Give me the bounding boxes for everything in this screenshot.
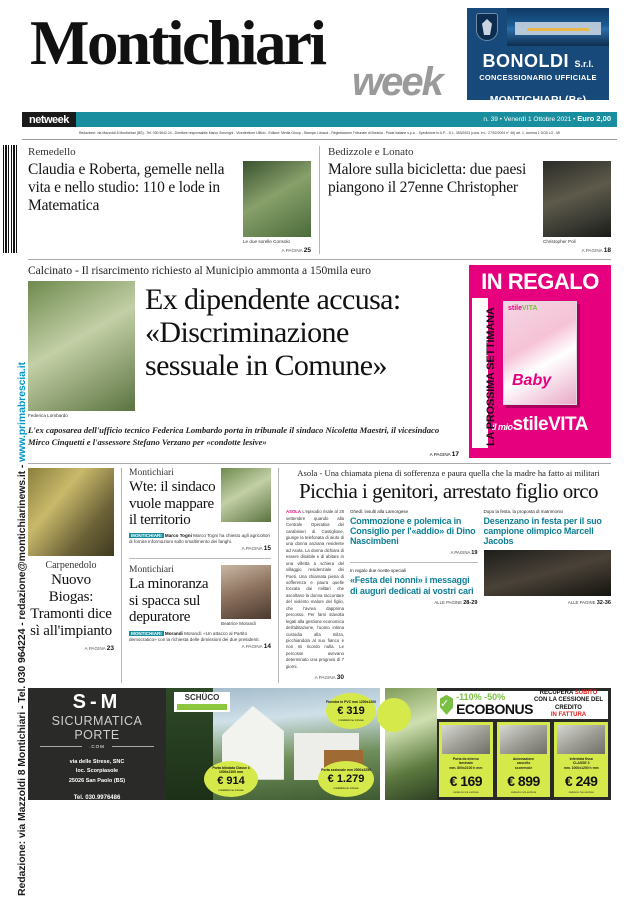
- product-note: cadauno iva esclusa: [568, 789, 594, 794]
- teaser-remedello[interactable]: [28, 146, 311, 254]
- wte-kicker: Montichiari: [129, 468, 174, 479]
- teaser-page-ref[interactable]: [582, 247, 611, 254]
- address-line-3: 25026 San Paolo (BS): [68, 777, 126, 784]
- product-card[interactable]: [554, 722, 608, 797]
- claim-highlight: SUBITO: [574, 689, 598, 696]
- product-label: [557, 757, 605, 771]
- check-shield-icon: [440, 695, 453, 715]
- editorial-contact-text: Redazione: via Mazzoldi 8 Montichiari - Tel. 030 964224 - redazione@montichiarinews.it -: [16, 461, 28, 896]
- bubble-label: Porta sezionale mm 2500x2250: [321, 767, 371, 772]
- minoranza-dek-text: Morandi: «Un attacco al Partito democratico» con la richiesta delle dimissioni dei due presidenti.: [129, 630, 260, 642]
- product-note: cadauno iva esclusa: [453, 789, 479, 794]
- bottom-ads: [22, 683, 617, 812]
- blue-box-page-ref[interactable]: [350, 550, 478, 556]
- ecobonus-title: ECOBONUS: [456, 701, 533, 718]
- price-bubble-window: [326, 693, 376, 729]
- product-label-2: cancello: [516, 761, 531, 766]
- minoranza-dek-lead: Morandi: [164, 630, 183, 636]
- asola-body-text: L'episodio risale al 28 settembre quando alla Centrale Operativa dei carabinieri di Castiglione, giunge la telefonata di aiuto di una donna anziana residente ad Asola. La donna dichiara di essere disabile e di abitare in una villetta a schiera del villaggio residenziale dei Poeti. Una chiamata piena di sofferenza e paura quelle toccata dai militari che ascoltano la donna raccontare del violento malore del figlio, che l'avrea dapprima percosso. Per farsi stavolta legati alla gestione economica dell'abitazione, l'uomo intima custodia alla milza, picchiandola al suo fianco e non mi ricordo nulla. Le percosse avevano determinato una prognosi di 7 giorni.: [286, 509, 344, 669]
- mid-section: [22, 464, 617, 683]
- promo-title: IN REGALO: [481, 268, 599, 294]
- lead-headline-line-2: «Discriminazione: [145, 315, 349, 349]
- netweek-logo[interactable]: netweek: [22, 112, 76, 127]
- top-teasers: [22, 140, 617, 254]
- asola-page-label: A PAGINA: [314, 675, 337, 681]
- product-label-1: Automazione: [512, 756, 535, 761]
- blue-box-ghedi[interactable]: [350, 509, 478, 683]
- lead-headline-line-1: Ex dipendente accusa:: [145, 282, 401, 316]
- sicurmatica-contact: [28, 793, 166, 813]
- ecobonus-discount: -110% -50%: [456, 692, 506, 703]
- ecobonus-product-cards: [439, 722, 608, 797]
- lead-headline-line-3: sessuale in Comune»: [145, 348, 387, 382]
- left-margin-strip: [0, 0, 28, 907]
- website-url-text[interactable]: www.primabrescia.it: [16, 362, 28, 462]
- bonoldi-suffix: S.r.l.: [574, 59, 594, 69]
- teaser-body: [28, 161, 311, 245]
- lead-photo-block: [28, 281, 135, 419]
- wte-dek-lead: Marco Togni: [164, 532, 192, 538]
- magazine-cover: [503, 301, 577, 405]
- product-price: € 169: [449, 772, 483, 789]
- right-margin-strip: [617, 0, 639, 907]
- product-note: cadauno iva esclusa: [510, 789, 537, 794]
- teaser-page-ref[interactable]: [282, 247, 311, 254]
- blue-box-page-label: ALLE PAGINE: [567, 600, 597, 606]
- bonoldi-role: CONCESSIONARIO UFFICIALE: [479, 73, 597, 82]
- teaser-kicker: Remedello: [28, 146, 76, 158]
- bonoldi-images: [467, 8, 609, 46]
- ad-sicurmatica[interactable]: [28, 688, 380, 812]
- sicurmatica-name-b: PORTE: [74, 727, 120, 742]
- asola-page-ref[interactable]: [286, 673, 344, 683]
- lead-headline[interactable]: [145, 281, 459, 419]
- ecobonus-title-block: [453, 693, 533, 716]
- claim-text-1: RECUPERA: [539, 689, 574, 696]
- blue-box-divider: [350, 562, 478, 563]
- teaser-page-number: 25: [303, 246, 311, 254]
- product-label: [500, 757, 548, 771]
- colophon: Redazione: via Mazzoldi 8 Montichiari (BS) - Tel. 030.9642.24 - Direttore responsabile Marco Sonzogni - Vicedirettore Ufficio - Editore: Media Group - Stampa: Litosud - Registrazione Tribunale di Brescia - Poste Italiane s.p.a. - Spedizione in A.P. - D.L. 353/2003 (conv. in L. 27/02/2004 n° 46) art. 1, comma 1 DCB LO - MI: [22, 127, 617, 140]
- minoranza-kicker: Montichiari: [129, 565, 174, 576]
- wte-page-ref[interactable]: [129, 545, 271, 552]
- schuco-logo: [174, 692, 230, 712]
- promo-vertical-band: [472, 298, 497, 448]
- price-bubble-door: [204, 761, 258, 797]
- sicurmatica-photo: [166, 688, 380, 800]
- minoranza-page-label: A PAGINA: [241, 643, 264, 649]
- blue-box-page-number: 28-29: [463, 599, 478, 606]
- masthead: [22, 0, 617, 112]
- teaser-page-label: A PAGINA: [581, 247, 604, 253]
- lead-story-section: [22, 260, 617, 459]
- product-price: € 249: [564, 772, 598, 789]
- ecobonus-photo: [385, 688, 437, 800]
- teaser-headline[interactable]: Malore sulla bicicletta: due paesi piangono il 27enne Christopher: [328, 161, 527, 196]
- bonoldi-name: [467, 51, 609, 72]
- column-biogas[interactable]: [28, 468, 114, 683]
- bubble-price: € 1.279: [327, 773, 365, 786]
- schuco-logo-bar: [177, 704, 227, 710]
- magazine-badge: Baby: [512, 371, 552, 389]
- asola-page-number: 30: [336, 674, 344, 682]
- wte-photo: [221, 468, 271, 522]
- address-line-2: loc. Scorpiasole: [75, 768, 119, 775]
- product-card[interactable]: [497, 722, 551, 797]
- lead-story[interactable]: [28, 265, 459, 459]
- teaser-photo: [243, 161, 311, 237]
- biogas-page-label: A PAGINA: [84, 646, 107, 652]
- sicurmatica-name-a: SICURMATICA: [51, 713, 143, 728]
- blue-box-headline[interactable]: Commozione e polemica in Consiglio per l'«addio» di Dino Nascimbeni: [350, 516, 476, 547]
- minoranza-tag: MONTICHIARI: [131, 630, 162, 636]
- bubble-label: Finestra in PVC mm 1200x1200: [326, 699, 376, 704]
- ad-ecobonus[interactable]: [385, 688, 611, 800]
- product-label: [442, 757, 490, 771]
- teaser-page-number: 18: [603, 246, 611, 254]
- asola-body: [286, 509, 611, 683]
- product-price: € 899: [507, 772, 540, 789]
- minoranza-page-ref[interactable]: [129, 643, 271, 650]
- column-asola: [278, 468, 611, 683]
- wte-row: [129, 468, 271, 529]
- teaser-footer: [28, 247, 311, 254]
- blue-box-page-number: 32-36: [596, 600, 611, 607]
- blue-box-kicker: In regalo due ricette speciali: [350, 568, 407, 574]
- teaser-kicker: Bedizzole e Lonato: [328, 146, 414, 158]
- product-label-1: Porta da interno: [452, 756, 479, 761]
- ecobonus-claim: [533, 690, 608, 720]
- page-content: [22, 0, 617, 907]
- story-minoranza[interactable]: [129, 565, 271, 650]
- wte-page-number: 15: [263, 545, 271, 553]
- teaser-page-label: A PAGINA: [281, 247, 304, 253]
- magazine-title-a: stile: [508, 304, 523, 312]
- lead-page-ref[interactable]: [28, 451, 459, 458]
- ecobonus-header: [437, 691, 608, 719]
- teaser-headline[interactable]: Claudia e Roberta, gemelle nella vita e nello studio: 110 e lode in Matematica: [28, 161, 225, 214]
- email-address[interactable]: info@sicurmatica.com: [64, 805, 130, 812]
- blue-box-page-label: A PAGINA: [450, 550, 472, 556]
- product-label-3: scorrevole: [514, 766, 533, 771]
- issue-info: [483, 114, 611, 123]
- barcode: [3, 145, 17, 253]
- teaser-photo: [543, 161, 611, 237]
- promo-brand-b: VITA: [548, 413, 588, 435]
- bubble-label: Porta blindata Classe 3 1000x2100 mm: [212, 765, 250, 774]
- asola-headline[interactable]: Picchia i genitori, arrestato figlio orco: [298, 479, 599, 504]
- product-label-3: mm. 800x2100 h mm: [449, 766, 483, 771]
- teaser-photo-block: [243, 161, 311, 245]
- lead-photo-caption: Federica Lombardo: [28, 412, 68, 418]
- minoranza-photo: [221, 565, 271, 619]
- product-label-1: Inferriata fissa: [569, 756, 593, 761]
- minoranza-text: [129, 565, 216, 627]
- sicurmatica-name: [28, 714, 166, 742]
- product-photo: [442, 725, 490, 754]
- asola-kicker: Asola - Una chiamata piena di sofferenza e paura quella che la madre ha fatto ai militari: [297, 468, 600, 479]
- promo-in-regalo[interactable]: [469, 265, 611, 459]
- lead-kicker: Calcinato - Il risarcimento richiesto al Municipio ammonta a 150mila euro: [28, 264, 371, 277]
- asola-article-text: [286, 509, 344, 683]
- wte-dek-text: Marco Togni ha chiesto agli agricoltori di fornire informazioni sullo smaltimento dei fanghi.: [129, 532, 270, 544]
- lead-page-label: A PAGINA: [429, 452, 452, 458]
- paper-subtitle: week: [352, 60, 442, 104]
- magazine-title-b: VITA: [522, 304, 538, 312]
- biogas-headline[interactable]: Nuovo Biogas: Tramonti dice sì all'impianto: [30, 572, 112, 639]
- product-label-2: laminato: [458, 761, 473, 766]
- bubble-price: € 914: [217, 775, 245, 788]
- issue-price: Euro 2,00: [577, 114, 611, 123]
- promo-brand-a: stile: [512, 413, 549, 435]
- story-wte[interactable]: [129, 468, 271, 552]
- minoranza-headline[interactable]: La minoranza si spacca sul depuratore: [129, 576, 209, 626]
- bubble-note: installazione inclusa: [338, 718, 364, 723]
- paper-title: Montichiari: [30, 8, 325, 78]
- wte-dek: [129, 533, 271, 545]
- bonoldi-location: MONTICHIARI (Bs): [489, 94, 587, 106]
- sicurmatica-logo: S-M: [72, 690, 122, 713]
- blue-box-headline[interactable]: Desenzano in festa per il suo campione olimpico Marcell Jacobs: [483, 516, 602, 547]
- lead-standfirst: L'ex caposarea dell'ufficio tecnico Federica Lombardo porta in tribunale il sindaco Nicoletta Maestri, il vicesindaco Mirco Cinquetti e l'assessore Stefano Verzano per «condotte lesive»: [28, 425, 440, 447]
- product-photo: [557, 725, 605, 754]
- phone-number[interactable]: Tel. 030.9976486: [73, 794, 121, 801]
- wte-page-label: A PAGINA: [241, 546, 264, 552]
- sicurmatica-address: [28, 758, 166, 786]
- sicurmatica-info: [28, 688, 166, 812]
- address-line-1: via delle Strese, SNC: [69, 758, 125, 765]
- price-bubble-sectional: [318, 761, 374, 797]
- blue-box-kicker: Dopo la festa, la proposta di matrimonio: [483, 509, 564, 515]
- column-montichiari: [121, 468, 271, 683]
- product-label-3: mm. 1000x1200 h mm: [563, 766, 599, 771]
- bonoldi-name-text: BONOLDI: [482, 51, 569, 71]
- issue-bar: [22, 112, 617, 127]
- biogas-kicker: Carpenedolo: [45, 560, 97, 572]
- promo-vertical-text: LA PROSSIMA SETTIMANA: [485, 306, 497, 446]
- wte-photo-block: [221, 468, 271, 529]
- minoranza-photo-block: [221, 565, 271, 627]
- lead-page-number: 17: [451, 451, 459, 459]
- bonoldi-ad[interactable]: [467, 8, 609, 106]
- minoranza-photo-caption: Beatrice Morandi: [221, 621, 256, 627]
- claim-line-3: IN FATTURA: [550, 712, 587, 719]
- biogas-photo: [28, 468, 114, 556]
- issue-number-date: n. 39 • Venerdì 1 Ottobre 2021 •: [483, 116, 578, 123]
- minoranza-row: [129, 565, 271, 627]
- claim-line-1: [533, 690, 604, 698]
- teaser-footer: [328, 247, 611, 254]
- teaser-body: [328, 161, 611, 245]
- teaser-photo-caption: Christopher Poli: [543, 239, 576, 244]
- product-card[interactable]: [439, 722, 493, 797]
- minoranza-dek: [129, 631, 271, 643]
- asola-tag: ASOLA: [286, 509, 302, 515]
- blue-box-headline[interactable]: «Festa dei nonni» i messaggi di auguri dedicati ai vostri cari: [350, 575, 474, 596]
- blue-box-desenzano[interactable]: [484, 509, 612, 683]
- wte-tag: MONTICHIARI: [131, 532, 162, 538]
- bubble-note: installazione inclusa: [218, 788, 244, 793]
- magazine-title: [504, 302, 576, 312]
- blue-box-page-label: ALLE PAGINE: [434, 599, 464, 605]
- biogas-page-number: 23: [106, 645, 114, 653]
- wte-headline[interactable]: Wte: il sindaco vuole mappare il territorio: [129, 479, 216, 529]
- blue-box-page-ref[interactable]: [350, 600, 478, 606]
- blue-box-page-number: 19: [471, 550, 478, 557]
- promo-brand-prefix: il mio: [492, 421, 513, 432]
- lead-photo: [28, 281, 135, 411]
- blue-box-page-ref[interactable]: [484, 600, 612, 606]
- blue-teaser-columns: [350, 509, 611, 683]
- bubble-price: € 319: [337, 705, 365, 718]
- lead-row: [28, 281, 459, 419]
- teaser-photo-caption: Le due sorelle Consolo: [243, 239, 290, 244]
- wte-text: [129, 468, 216, 529]
- dealership-photo: [507, 8, 609, 46]
- mid-divider: [129, 558, 271, 559]
- jacobs-photo: [484, 550, 612, 596]
- schuco-logo-text: SCHÜCO: [184, 692, 220, 702]
- claim-line-2: CON LA CESSIONE DEL CREDITO: [533, 697, 604, 711]
- minoranza-page-number: 14: [263, 642, 271, 650]
- peugeot-shield-icon: [467, 8, 507, 46]
- blue-box-kicker: Ghedi: insulti alla Lamorgese: [350, 509, 409, 515]
- bubble-note: installazione inclusa: [333, 786, 359, 791]
- sicurmatica-domain: .COM: [28, 744, 166, 749]
- product-label-2: CLASSE 3: [572, 761, 590, 766]
- biogas-page-ref[interactable]: [28, 645, 114, 652]
- teaser-bedizzole[interactable]: [319, 146, 611, 254]
- decorative-circle: [377, 698, 411, 732]
- teaser-photo-block: [543, 161, 611, 245]
- product-photo: [500, 725, 548, 754]
